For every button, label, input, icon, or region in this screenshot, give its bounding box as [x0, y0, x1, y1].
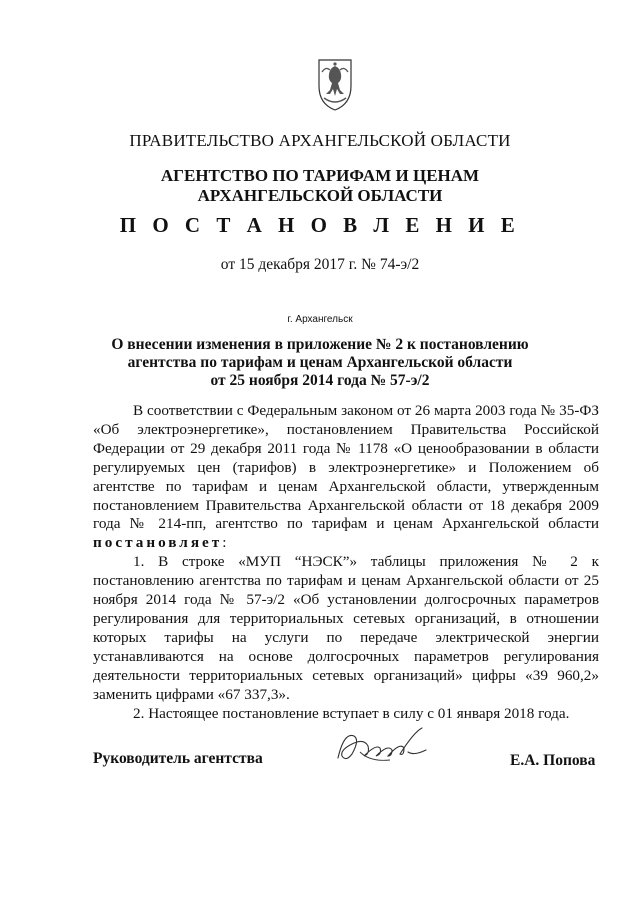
signatory-name: Е.А. Попова	[510, 752, 596, 769]
subject-line-2: агентства по тарифам и ценам Архангельской области	[127, 354, 513, 371]
coat-of-arms-icon	[316, 56, 354, 112]
handwritten-signature	[330, 722, 440, 772]
document-subject	[0, 336, 640, 390]
agency-title-line-1: АГЕНТСТВО ПО ТАРИФАМ И ЦЕНАМ	[160, 166, 480, 185]
item-1-paragraph: 1. В строке «МУП “НЭСК”» таблицы приложения № 2 к постановлению агентства по тарифам и ценам Архангельской области от 25 ноября 2014 года № 57-э/2 «Об установлении долгосрочных параметров регулирования для территориальных сетевых организаций, в отношении которых тарифы на услуги по передаче электрической энергии устанавливаются на основе долгосрочных параметров регулирования деятельности территориальных сетевых организаций» цифры «39 960,2» заменить цифрами «67 337,3».	[93, 553, 599, 703]
signatory-title: Руководитель агентства	[93, 750, 263, 767]
document-body	[93, 402, 599, 723]
agency-title	[0, 166, 640, 206]
resolves-word: постановляет	[93, 534, 223, 552]
government-title: ПРАВИТЕЛЬСТВО АРХАНГЕЛЬСКОЙ ОБЛАСТИ	[129, 131, 511, 150]
document-type: П О С Т А Н О В Л Е Н И Е	[119, 213, 521, 237]
subject-line-3: от 25 ноября 2014 года № 57-э/2	[210, 372, 430, 389]
document-date-number: от 15 декабря 2017 г. № 74-э/2	[220, 256, 420, 273]
agency-title-line-2: АРХАНГЕЛЬСКОЙ ОБЛАСТИ	[197, 186, 443, 205]
preamble-text: В соответствии с Федеральным законом от 26 марта 2003 года № 35-ФЗ «Об электроэнергетике», постановлением Правительства Российской Федерации от 29 декабря 2011 года № 1178 «О ценообразовании в области регулируемых цен (тарифов) в электроэнергетике» и Положением об агентстве по тарифам и ценам Архангельской области, утвержденным постановлением Правительства Архангельской области от 18 декабря 2009 года № 214-пп, агентство по тарифам и ценам Архангельской области	[93, 402, 599, 533]
resolves-colon: :	[222, 534, 227, 552]
preamble-paragraph	[93, 402, 599, 553]
item-2-paragraph: 2. Настоящее постановление вступает в силу с 01 января 2018 года.	[133, 704, 570, 722]
subject-line-1: О внесении изменения в приложение № 2 к постановлению	[111, 336, 529, 353]
document-city: г. Архангельск	[287, 314, 353, 325]
